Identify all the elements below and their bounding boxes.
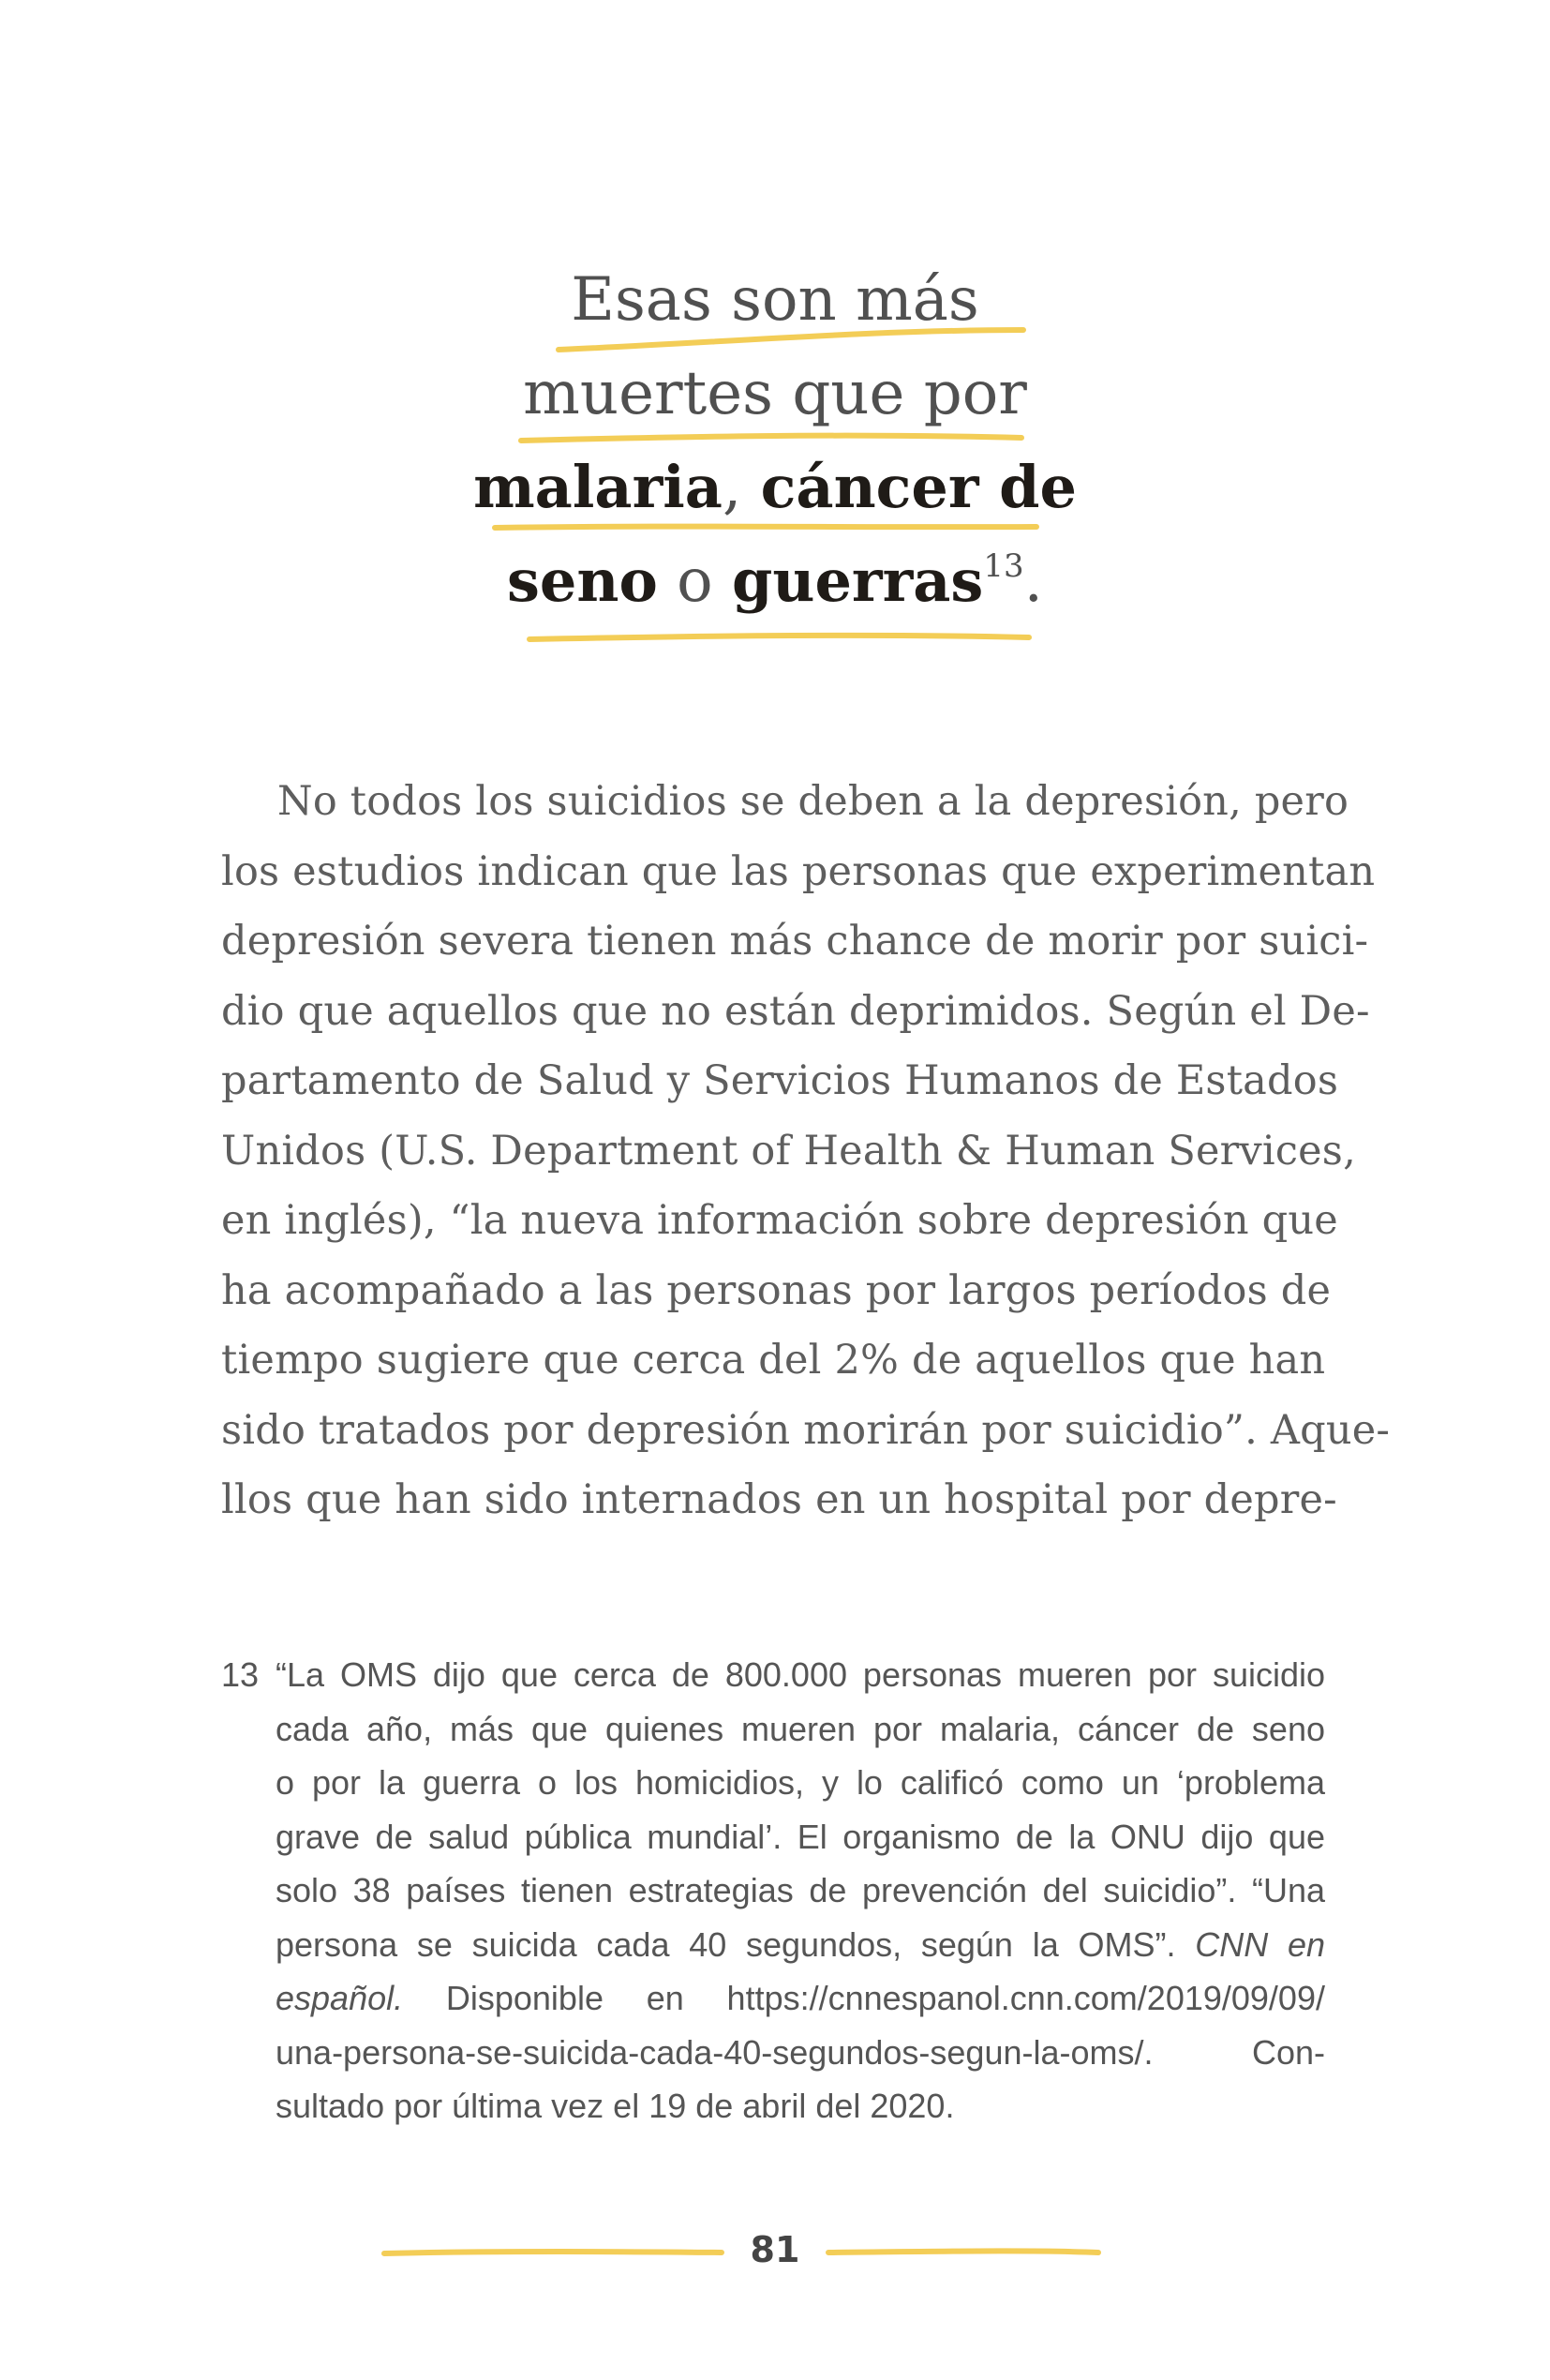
body-line: en inglés), “la nueva información sobre depresión que <box>221 1197 1338 1244</box>
underline-stroke <box>495 527 1036 528</box>
pull-quote-text: muertes que por <box>523 359 1027 428</box>
page-number: 81 <box>750 2229 800 2270</box>
footnote-line: grave de salud pública mundial’. El organismo de la ONU dijo que <box>276 1817 1325 1856</box>
pull-quote-emphasis: seno <box>507 546 658 615</box>
footnote-line <box>276 1918 1325 1972</box>
body-line: ha acompañado a las personas por largos períodos de <box>221 1266 1332 1314</box>
pull-quote-emphasis: guerras <box>732 546 984 615</box>
footnote-line: una-persona-se-suicida-cada-40-segundos-segun-la-oms/. Con- <box>276 2032 1325 2072</box>
body-line: depresión severa tienen más chance de morir por suici- <box>221 918 1369 965</box>
footnote-line: “La OMS dijo que cerca de 800.000 personas mueren por suicidio <box>276 1655 1325 1694</box>
body-paragraph <box>221 767 1391 1535</box>
pull-quote-text: . <box>1023 546 1043 616</box>
footnote-reference: 13 <box>983 547 1024 585</box>
body-line: dio que aquellos que no están deprimidos. Según el De- <box>221 987 1370 1035</box>
source-title: español. <box>276 1979 404 2017</box>
footnote-line: o por la guerra o los homicidios, y lo calificó como un ‘problema <box>276 1763 1325 1802</box>
footnote-text: persona se suicida cada 40 segundos, según la OMS”. <box>276 1924 1176 1964</box>
footnote-url[interactable]: Disponible en https://cnnespanol.cnn.com/2019/09/09/ <box>445 1979 1325 2017</box>
footnote-body <box>276 1648 1325 2133</box>
footnote-line: solo 38 países tienen estrategias de prevención del suicidio”. “Una <box>276 1871 1325 1909</box>
pull-quote-text: , <box>722 453 742 522</box>
pull-quote-emphasis: cáncer de <box>760 453 1077 521</box>
footnote-line <box>276 1971 1325 2026</box>
body-line: tiempo sugiere que cerca del 2% de aquellos que han <box>221 1337 1326 1384</box>
body-line: llos que han sido internados en un hospital por depre- <box>221 1476 1337 1523</box>
body-line: Unidos (U.S. Department of Health & Human Services, <box>221 1127 1356 1175</box>
body-line: sido tratados por depresión morirán por suicidio”. Aque- <box>221 1406 1391 1454</box>
footnote-line: sultado por última vez el 19 de abril del 2020. <box>276 2087 955 2125</box>
underline-stroke <box>521 436 1021 441</box>
underline-stroke <box>529 636 1029 639</box>
body-line: No todos los suicidios se deben a la depresión, pero <box>277 778 1349 825</box>
footnote-line: cada año, más que quienes mueren por malaria, cáncer de seno <box>276 1709 1325 1748</box>
pull-quote-text: Esas son más <box>571 265 979 335</box>
source-title: CNN en <box>1195 1924 1325 1964</box>
underline-stroke <box>559 330 1023 350</box>
pull-quote-underlines <box>0 0 1550 675</box>
body-line: partamento de Salud y Servicios Humanos de Estados <box>221 1057 1339 1104</box>
pull-quote-text: o <box>677 546 713 616</box>
body-line: los estudios indican que las personas que experimentan <box>221 847 1376 895</box>
pull-quote-emphasis: malaria <box>473 453 723 521</box>
footnote-number: 13 <box>221 1655 260 1694</box>
